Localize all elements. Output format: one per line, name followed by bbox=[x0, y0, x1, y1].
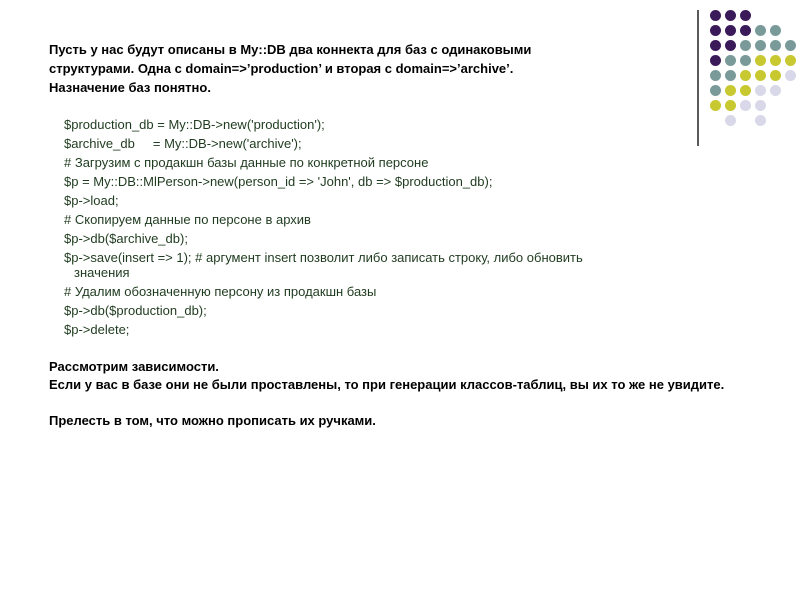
decorative-dot bbox=[755, 40, 766, 51]
decorative-dot bbox=[755, 85, 766, 96]
decorative-dot bbox=[725, 10, 736, 21]
decorative-dot bbox=[740, 10, 751, 21]
code-comment: # Удалим обозначенную персону из продакшн базы bbox=[64, 284, 377, 299]
decorative-dot bbox=[785, 70, 796, 81]
code-line: $archive_db = My::DB->new('archive'); bbox=[64, 136, 302, 151]
intro-line-1: Пусть у нас будут описаны в My::DB два коннекта для баз с одинаковыми bbox=[49, 42, 532, 57]
code-block bbox=[64, 115, 749, 339]
intro-line-2: структурами. Одна с domain=>’production’ и вторая с domain=>’archive’. bbox=[49, 61, 514, 76]
decorative-dot bbox=[785, 40, 796, 51]
decorative-dot bbox=[755, 55, 766, 66]
intro-paragraph bbox=[49, 40, 749, 97]
code-comment: # Загрузим с продакшн базы данные по конкретной персоне bbox=[64, 155, 429, 170]
outro-line-1: Рассмотрим зависимости. bbox=[49, 359, 219, 374]
decorative-dot bbox=[770, 55, 781, 66]
decorative-dot bbox=[755, 115, 766, 126]
decorative-dot bbox=[710, 25, 721, 36]
decorative-dot bbox=[770, 40, 781, 51]
outro-line-3: Прелесть в том, что можно прописать их ручками. bbox=[49, 413, 376, 428]
decorative-dot bbox=[785, 55, 796, 66]
decorative-dot bbox=[770, 85, 781, 96]
decorative-dot bbox=[755, 100, 766, 111]
intro-line-3: Назначение баз понятно. bbox=[49, 80, 211, 95]
outro-paragraph bbox=[49, 357, 749, 430]
code-line-part: $p->save(insert => 1); # аргумент insert позволит либо записать строку, либо обновить bbox=[64, 250, 583, 265]
code-line bbox=[64, 250, 749, 280]
decorative-dot bbox=[725, 25, 736, 36]
decorative-dot bbox=[755, 25, 766, 36]
slide-content bbox=[49, 40, 749, 430]
code-line: $p->db($archive_db); bbox=[64, 231, 188, 246]
code-line-continuation: значения bbox=[74, 265, 130, 280]
code-line: $p = My::DB::MlPerson->new(person_id => 'John', db => $production_db); bbox=[64, 174, 493, 189]
decorative-dot bbox=[770, 25, 781, 36]
code-line: $p->delete; bbox=[64, 322, 130, 337]
code-line: $p->db($production_db); bbox=[64, 303, 207, 318]
decorative-dot bbox=[710, 10, 721, 21]
outro-line-2: Если у вас в базе они не были проставлены, то при генерации классов-таблиц, вы их то же не увидите. bbox=[49, 377, 725, 392]
code-line: $production_db = My::DB->new('production'); bbox=[64, 117, 325, 132]
code-comment: # Скопируем данные по персоне в архив bbox=[64, 212, 311, 227]
decorative-dot bbox=[755, 70, 766, 81]
code-line: $p->load; bbox=[64, 193, 119, 208]
decorative-dot bbox=[740, 25, 751, 36]
decorative-dot bbox=[770, 70, 781, 81]
